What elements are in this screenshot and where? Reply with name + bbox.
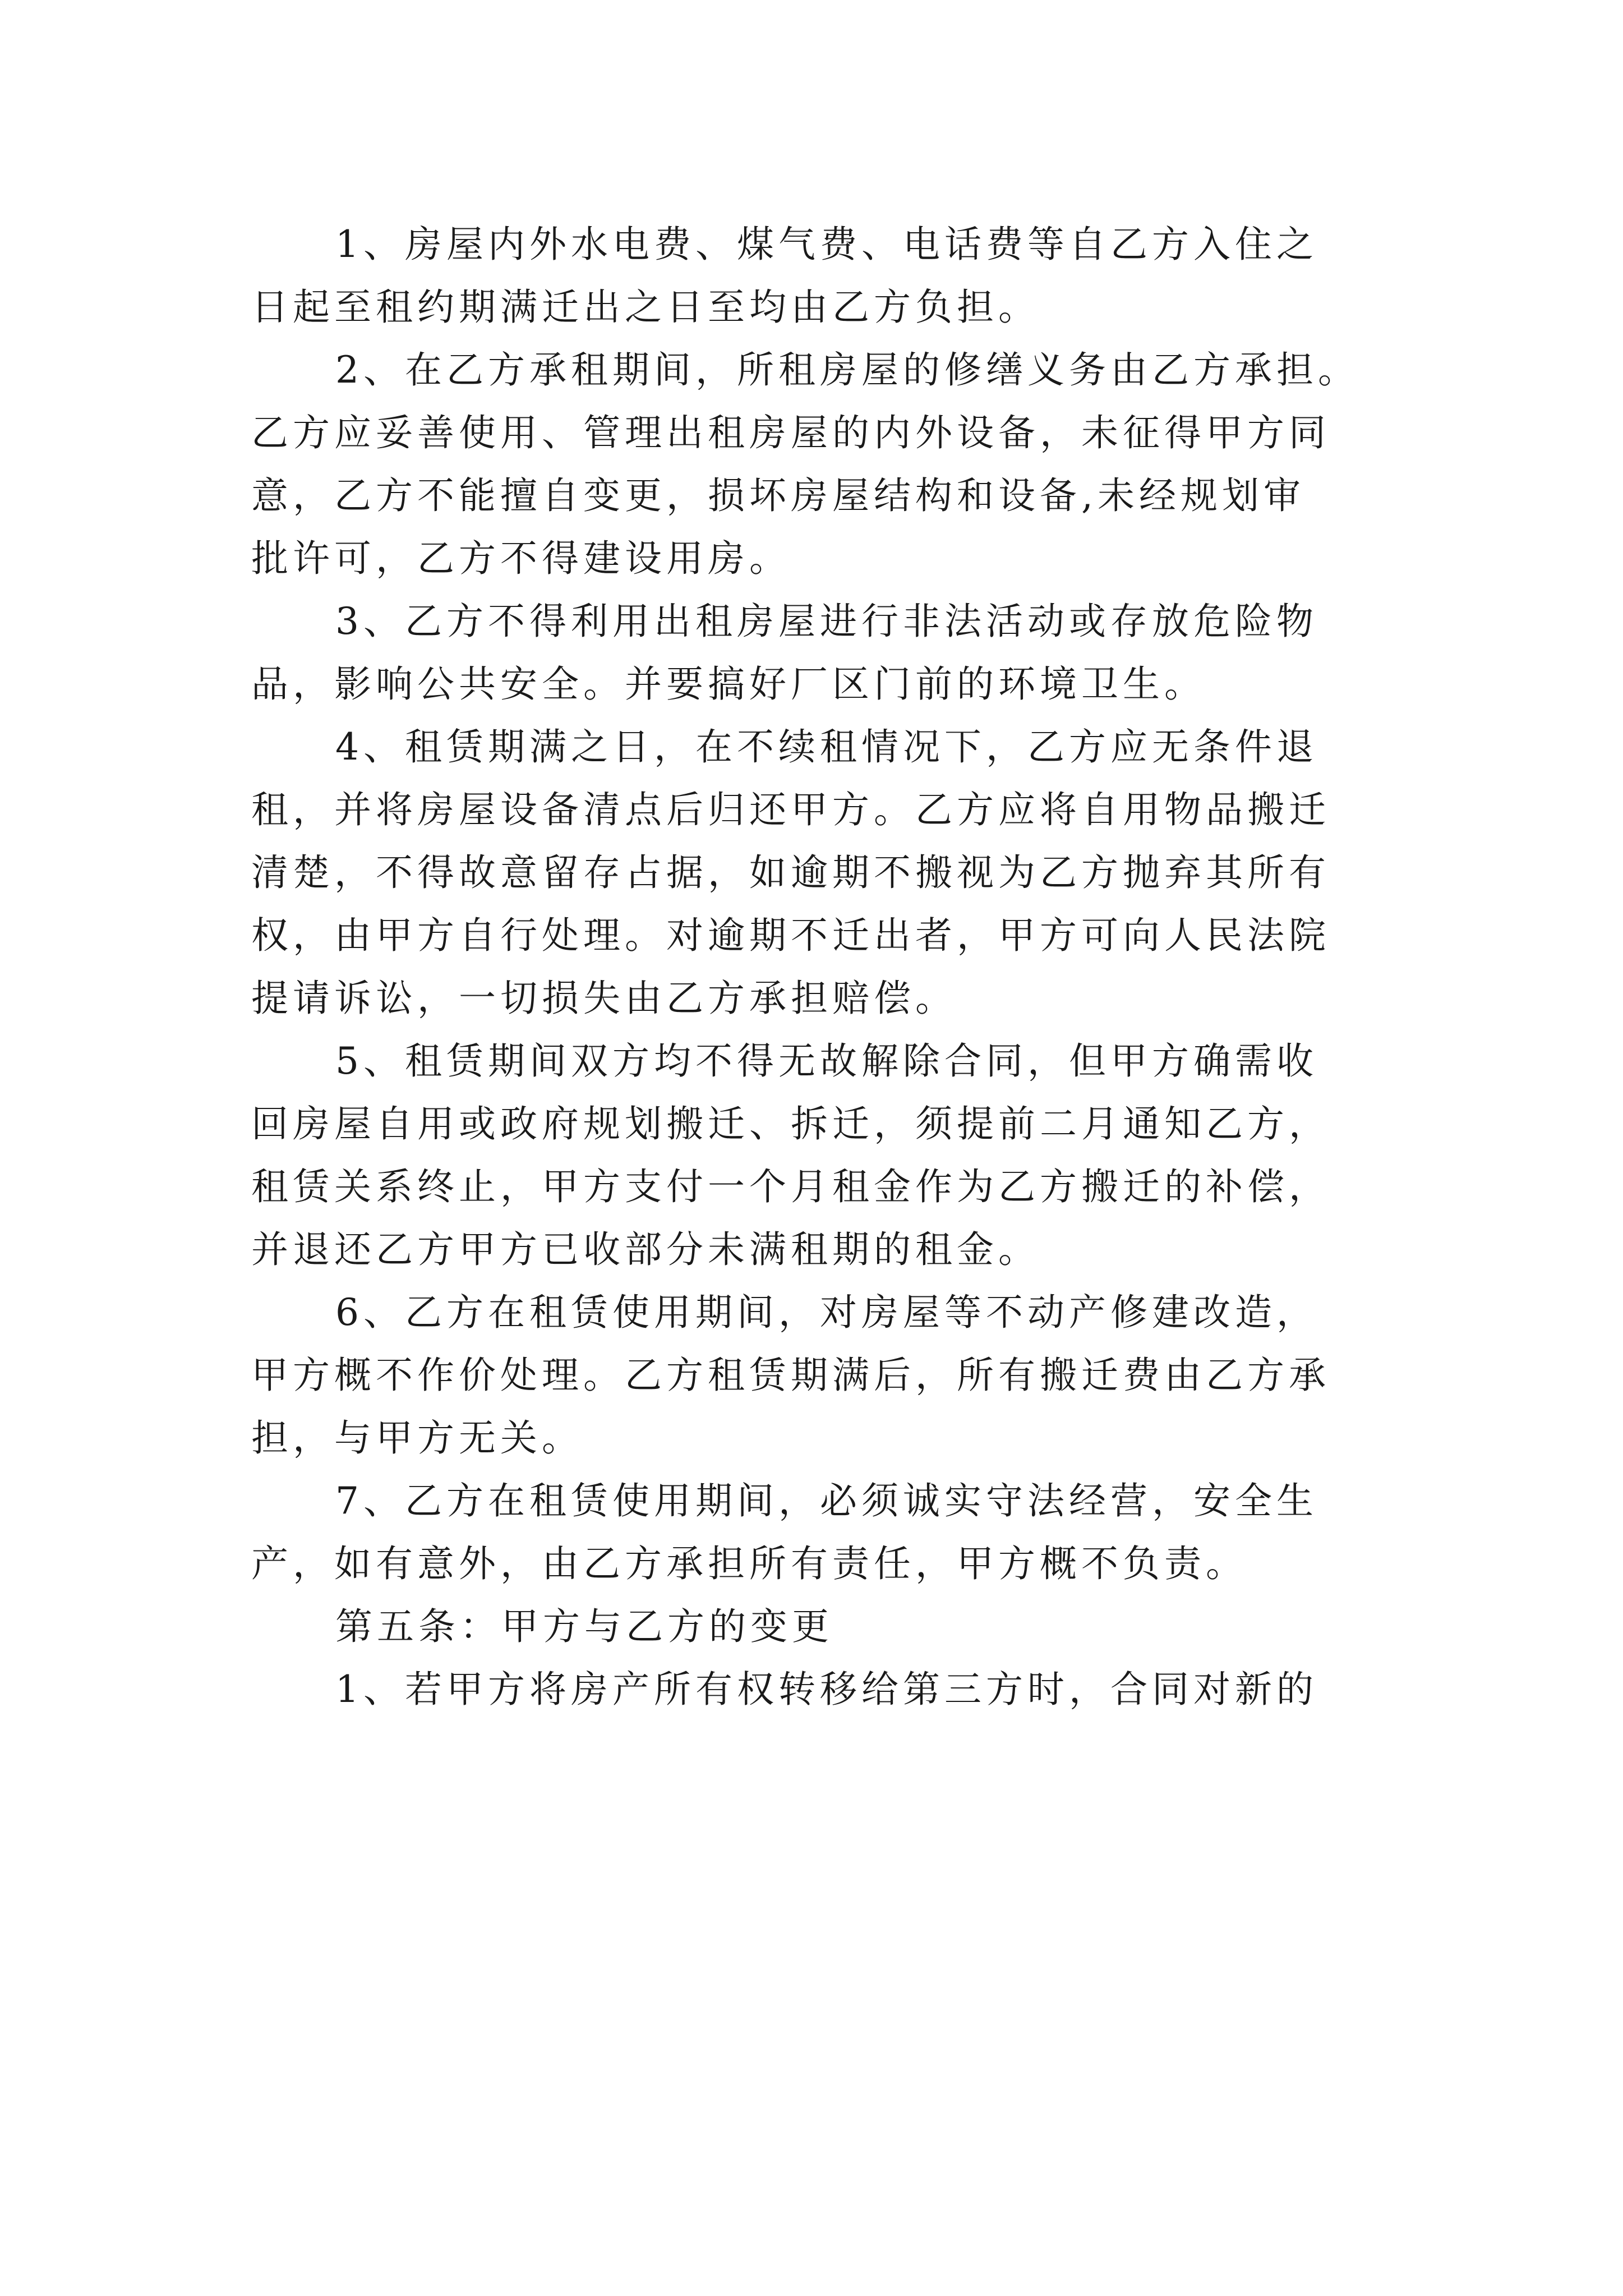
text-line: 甲方概不作价处理。乙方租赁期满后，所有搬迁费由乙方承 — [251, 1354, 1330, 1397]
text-line: 回房屋自用或政府规划搬迁、拆迁，须提前二月通知乙方， — [251, 1102, 1330, 1145]
text-line: 权，由甲方自行处理。对逾期不迁出者，甲方可向人民法院 — [251, 914, 1330, 957]
text-line: 租赁关系终止，甲方支付一个月租金作为乙方搬迁的补偿， — [251, 1165, 1330, 1208]
text-line: 6、乙方在租赁使用期间，对房屋等不动产修建改造， — [335, 1291, 1318, 1334]
text-line: 乙方应妥善使用、管理出租房屋的内外设备，未征得甲方同 — [251, 411, 1330, 454]
text-line: 批许可，乙方不得建设用房。 — [251, 537, 791, 580]
text-line: 并退还乙方甲方已收部分未满租期的租金。 — [251, 1228, 1040, 1271]
document-body — [251, 213, 1378, 1721]
text-line: 提请诉讼，一切损失由乙方承担赔偿。 — [251, 977, 957, 1020]
text-line: 清楚，不得故意留存占据，如逾期不搬视为乙方抛弃其所有 — [251, 851, 1330, 894]
text-line: 品，影响公共安全。并要搞好厂区门前的环境卫生。 — [251, 662, 1206, 706]
text-line: 意，乙方不能擅自变更，损坏房屋结构和设备,未经规划审 — [251, 474, 1305, 517]
section-heading: 第五条：甲方与乙方的变更 — [335, 1605, 833, 1648]
text-line: 5、租赁期间双方均不得无故解除合同，但甲方确需收 — [335, 1039, 1318, 1083]
text-line: 日起至租约期满迁出之日至均由乙方负担。 — [251, 286, 1040, 329]
text-line: 3、乙方不得利用出租房屋进行非法活动或存放危险物 — [335, 600, 1318, 643]
text-line: 2、在乙方承租期间，所租房屋的修缮义务由乙方承担。 — [335, 348, 1359, 392]
text-line: 7、乙方在租赁使用期间，必须诚实守法经营，安全生 — [335, 1479, 1318, 1522]
text-line: 1、房屋内外水电费、煤气费、电话费等自乙方入住之 — [335, 223, 1318, 266]
text-line: 4、租赁期满之日，在不续租情况下，乙方应无条件退 — [335, 725, 1318, 769]
text-line: 产，如有意外，由乙方承担所有责任，甲方概不负责。 — [251, 1542, 1247, 1585]
text-line: 担，与甲方无关。 — [251, 1416, 583, 1460]
text-line: 1、若甲方将房产所有权转移给第三方时，合同对新的 — [335, 1668, 1318, 1711]
text-line: 租，并将房屋设备清点后归还甲方。乙方应将自用物品搬迁 — [251, 788, 1330, 831]
